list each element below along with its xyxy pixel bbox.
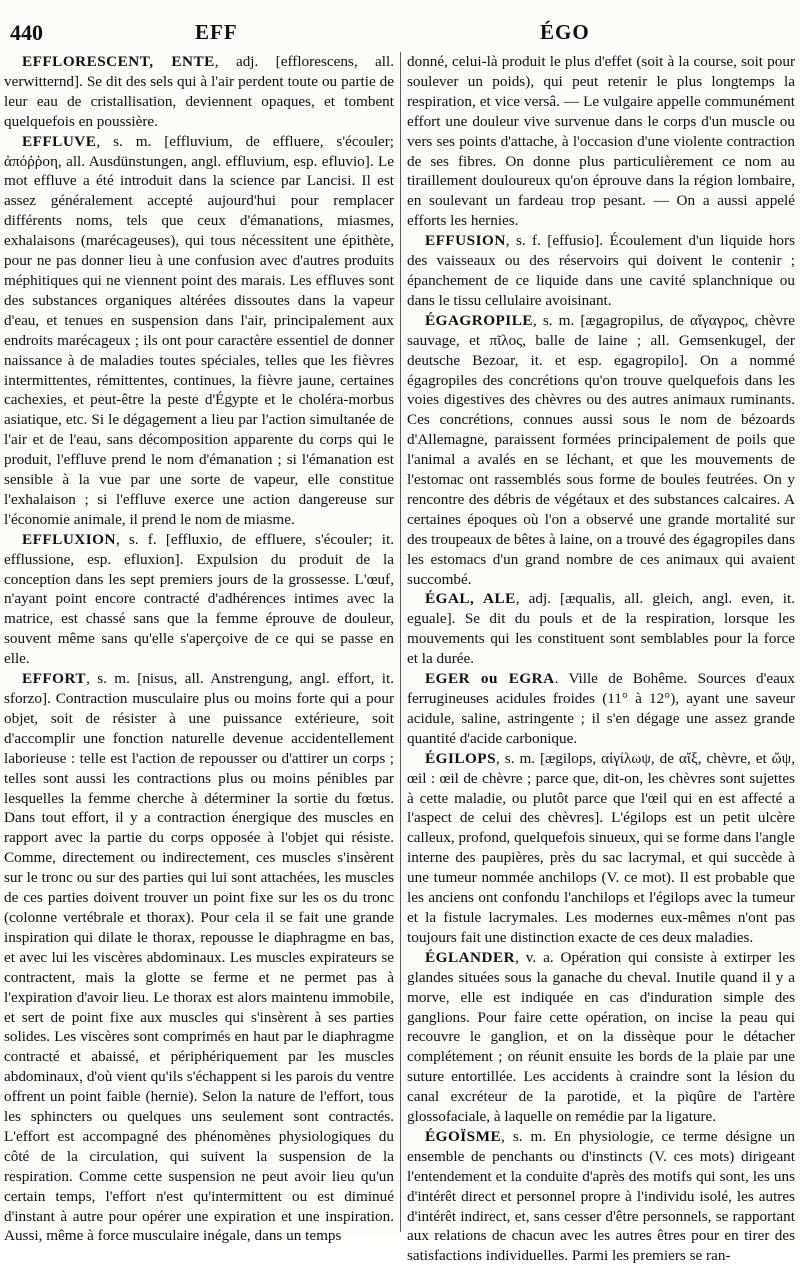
entry-text: , s. m. En physiologie, ce terme désigne un ensemble de penchants ou d'instincts (V. ces mots) dirigeant l'entendement et la conduite d'après des motifs qui sont, les uns d'intérêt direct et personnel propre à l'individu isolé, les autres d'intérêt indirect, et, sans cesser d'être personnels, se rapportant aux relations de chacun avec les autres êtres pour en tirer des satisfactions individuelles. Parmi les premiers se ran- <box>407 1127 795 1265</box>
entry-headword: EGER ou EGRA <box>425 670 555 688</box>
entry-effort-continued <box>407 52 795 231</box>
entry-egoisme <box>407 1127 795 1266</box>
entry-headword: ÉGOÏSME <box>425 1127 502 1145</box>
entry-effort <box>4 669 394 1246</box>
entry-text: , s. f. [effusio]. Écoulement d'un liquide hors des vaisseaux ou des réservoirs qui doivent le contenir ; épanchement de ce liquide dans une cavité splanchnique ou dans le tissu cellulaire avoisinant. <box>407 232 795 309</box>
entry-text: . Ville de Bohême. Sources d'eaux ferrugineuses acidules froides (11° à 12°), ayant une saveur acidule, saline, astringente ; il s'en dégage une assez grande quantité d'acide carbonique. <box>407 670 795 747</box>
entry-text: , adj. [æqualis, all. gleich, angl. even, it. eguale]. Se dit du pouls et de la respiration, lorsque les mouvements qui les constituent sont semblables pour la force et la durée. <box>407 590 795 668</box>
entry-text: donné, celui-là produit le plus d'effet (soit à la course, soit pour soulever un poids), qui peut retenir le plus longtemps la respiration, et vice versâ. — Le vulgaire appelle communément effort une douleur vive survenue dans le corps d'un muscle ou vers ses points d'attache, à l'occasion d'une violente contraction de ses fibres. On donne plus particulièrement ce nom au tiraillement douloureux qu'on éprouve dans la région lombaire, en soulevant un fardeau trop pesant. — On a aussi appelé efforts les hernies. <box>407 53 795 230</box>
entry-text: , s. m. [ægagropilus, de αἴγαγρος, chèvre sauvage, et πῖλος, balle de laine ; all. Gemsenkugel, der deutsche Bezoar, it. et esp. egagropilo]. On a nommé égagropiles des concrétions qu'on trouve quelquefois dans les voies digestives des chèvres ou des autres animaux ruminants. Ces concrétions, connues aussi sous le nom de bézoards d'Allemagne, paraissent formées principalement de poils que l'animal a avalés en se léchant, et que les mouvements de l'estomac ont rassemblés sous forme de boules feutrées. On y rencontre des débris de végétaux et des substances calcaires. A certaines époques où l'on a observé une grande mortalité sur des troupeaux de bêtes à laine, on a trouvé des égagropiles dans les estomacs d'un grand nombre de ces animaux qui avaient succombé. <box>407 311 795 588</box>
entry-effluxion <box>4 530 394 669</box>
entry-text: , v. a. Opération qui consiste à extirper les glandes situées sous la ganache du cheval. Inutile quand il y a morve, elle est indiquée en cas d'induration simple des ganglions. Pour faire cette opération, on incise la peau qui recouvre le ganglion, et on la dissèque pour le détacher complétement ; on réunit ensuite les bords de la plaie par une suture entortillée. Les accidents à craindre sont la lésion du canal excréteur de la parotide, et la piqûre de l'artère glossofaciale, à laquelle on remédie par la ligature. <box>407 948 795 1126</box>
entry-headword: EFFLUVE <box>22 132 97 150</box>
entry-egagropile <box>407 311 795 590</box>
page-number: 440 <box>10 20 43 45</box>
entry-headword: ÉGLANDER <box>425 948 516 966</box>
entry-egal <box>407 589 795 669</box>
entry-text: , s. m. [effluvium, de effluere, s'écouler; ἀπόῤῥοη, all. Ausdünstungen, angl. effluvium, esp. efluvio]. Le mot effluve a été introduit dans la science par Lancisi. Il est assez généralement accepté aujourd'hui pour remplacer différents noms, tels que ceux d'émanations, miasmes, exhalaisons (marécageuses), qui tous nécessitent une épithète, pour ne pas donner lieu à une confusion avec d'autres produits méphitiques qui ne viennent point des marais. Les effluves sont des substances organiques altérées dissoutes dans la vapeur d'eau, et tenues en suspension dans l'air, principalement aux endroits marécageux ; ils ont pour caractère essentiel de donner naissance à de maladies toutes spéciales, telles que les fièvres intermittentes, rémittentes, continues, la fièvre jaune, certaines cachexies, et peut-être la peste d'Égypte et le choléra-morbus asiatique, etc. Si le dégagement a lieu par l'action simultanée de l'air et de l'eau, sans décomposition apparente du corps qui le produit, l'effluve prend le nom d'émanation ; si l'émanation est sensible à la vue par une sorte de vapeur, elle constitue l'exhalaison ; si l'effluve exerce une action dangereuse sur l'économie animale, il prend le nom de miasme. <box>4 132 394 528</box>
entry-headword: ÉGAL, ALE <box>425 590 516 608</box>
entry-headword: EFFLORESCENT, ENTE <box>22 53 215 70</box>
right-column <box>407 52 795 1265</box>
entry-eglander <box>407 948 795 1127</box>
column-divider <box>400 52 401 1232</box>
entry-text: , s. m. [ægilops, αἰγίλωψ, de αἴξ, chèvre, et ὤψ, œil : œil de chèvre ; parce que, dit-on, les chèvres sont sujettes à cette maladie, ou plutôt parce que l'œil qui en est affecté a l'aspect de celui des chèvres]. L'égilops est un petit ulcère calleux, profond, quelquefois sinueux, qui se forme dans l'angle interne des paupières, près du sac lacrymal, et qui succède à une tumeur nommée anchilops (V. ce mot). Il est probable que les anciens ont confondu l'anchilops et l'égilops avec la tumeur et la fistule lacrymales. Les modernes eux-mêmes n'ont pas toujours fait une distinction exacte de ces deux maladies. <box>407 749 795 946</box>
running-header <box>10 20 790 50</box>
entry-efflorescent <box>4 52 394 132</box>
left-column <box>4 52 394 1245</box>
entry-headword: ÉGAGROPILE <box>425 311 533 329</box>
entry-text: , s. f. [effluxio, de effluere, s'écouler; it. efflussione, esp. efluxion]. Expulsion du produit de la conception dans les sept premiers jours de la grossesse. L'œuf, n'ayant point encore contracté d'adhérences intimes avec la matrice, est chassé sans que la femme éprouve de douleur, souvent même sans qu'elle s'aperçoive de ce qui se passe en elle. <box>4 530 394 668</box>
entry-text: , adj. [efflorescens, all. verwitternd]. Se dit des sels qui à l'air perdent toute ou partie de leur eau de cristallisation, deviennent opaques, et tombent quelquefois en poussière. <box>4 53 394 130</box>
entry-headword: EFFUSION <box>425 232 506 250</box>
entry-text: , s. m. [nisus, all. Anstrengung, angl. effort, it. sforzo]. Contraction musculaire plus ou moins forte qui a pour objet, soit de résister à une puissance extérieure, soit d'accomplir une fonction naturelle devenue accidentellement laborieuse : telle est l'action de repousser ou d'attirer un corps ; telles sont aussi les contractions plus ou moins pénibles par lesquelles la femme cherche à déterminer la sortie du fœtus. Dans tout effort, il y a contraction énergique des muscles en rapport avec la partie du corps opposée à l'objet qui résiste. Comme, directement ou indirectement, ces muscles s'insèrent sur le tronc ou sur des parties qui lui sont attachées, les muscles de ces parties doivent trouver un point fixe sur les os du tronc (colonne vertébrale et thorax). Pour cela il se fait une grande inspiration qui dilate le thorax, repousse le diaphragme en bas, et avec lui les viscères abdominaux. Les muscles expirateurs se contractent, mais la glotte se ferme et ne permet pas à l'expiration d'avoir lieu. Le thorax est alors maintenu immobile, et sert de point fixe aux muscles qui s'insèrent à ses parties solides. Les viscères sont comprimés en haut par le diaphragme contracté et abaissé, et périphériquement par les muscles abdominaux, d'où vient qu'ils s'échappent si les parois du ventre offrent un point faible (hernie). Selon la nature de l'effort, tous les sphincters ou quelques uns seulement sont contractés. L'effort est accompagné des phénomènes physiologiques du côté de la circulation, qui suivent la suspension de la respiration. Comme cette suspension ne peut avoir lieu qu'un certain temps, l'effort n'est qu'intermittent ou est diminué d'instant à autre pour opérer une expiration et une inspiration. Aussi, même à force musculaire inégale, dans un temps <box>4 670 394 1245</box>
entry-headword: EFFLUXION <box>22 530 116 548</box>
entry-effluve <box>4 132 394 530</box>
entry-egilops <box>407 749 795 948</box>
entry-headword: EFFORT <box>22 670 87 688</box>
entry-eger <box>407 669 795 749</box>
entry-headword: ÉGILOPS <box>425 749 497 767</box>
left-running-head: EFF <box>195 20 238 44</box>
right-running-head: ÉGO <box>540 20 590 44</box>
entry-effusion <box>407 231 795 311</box>
